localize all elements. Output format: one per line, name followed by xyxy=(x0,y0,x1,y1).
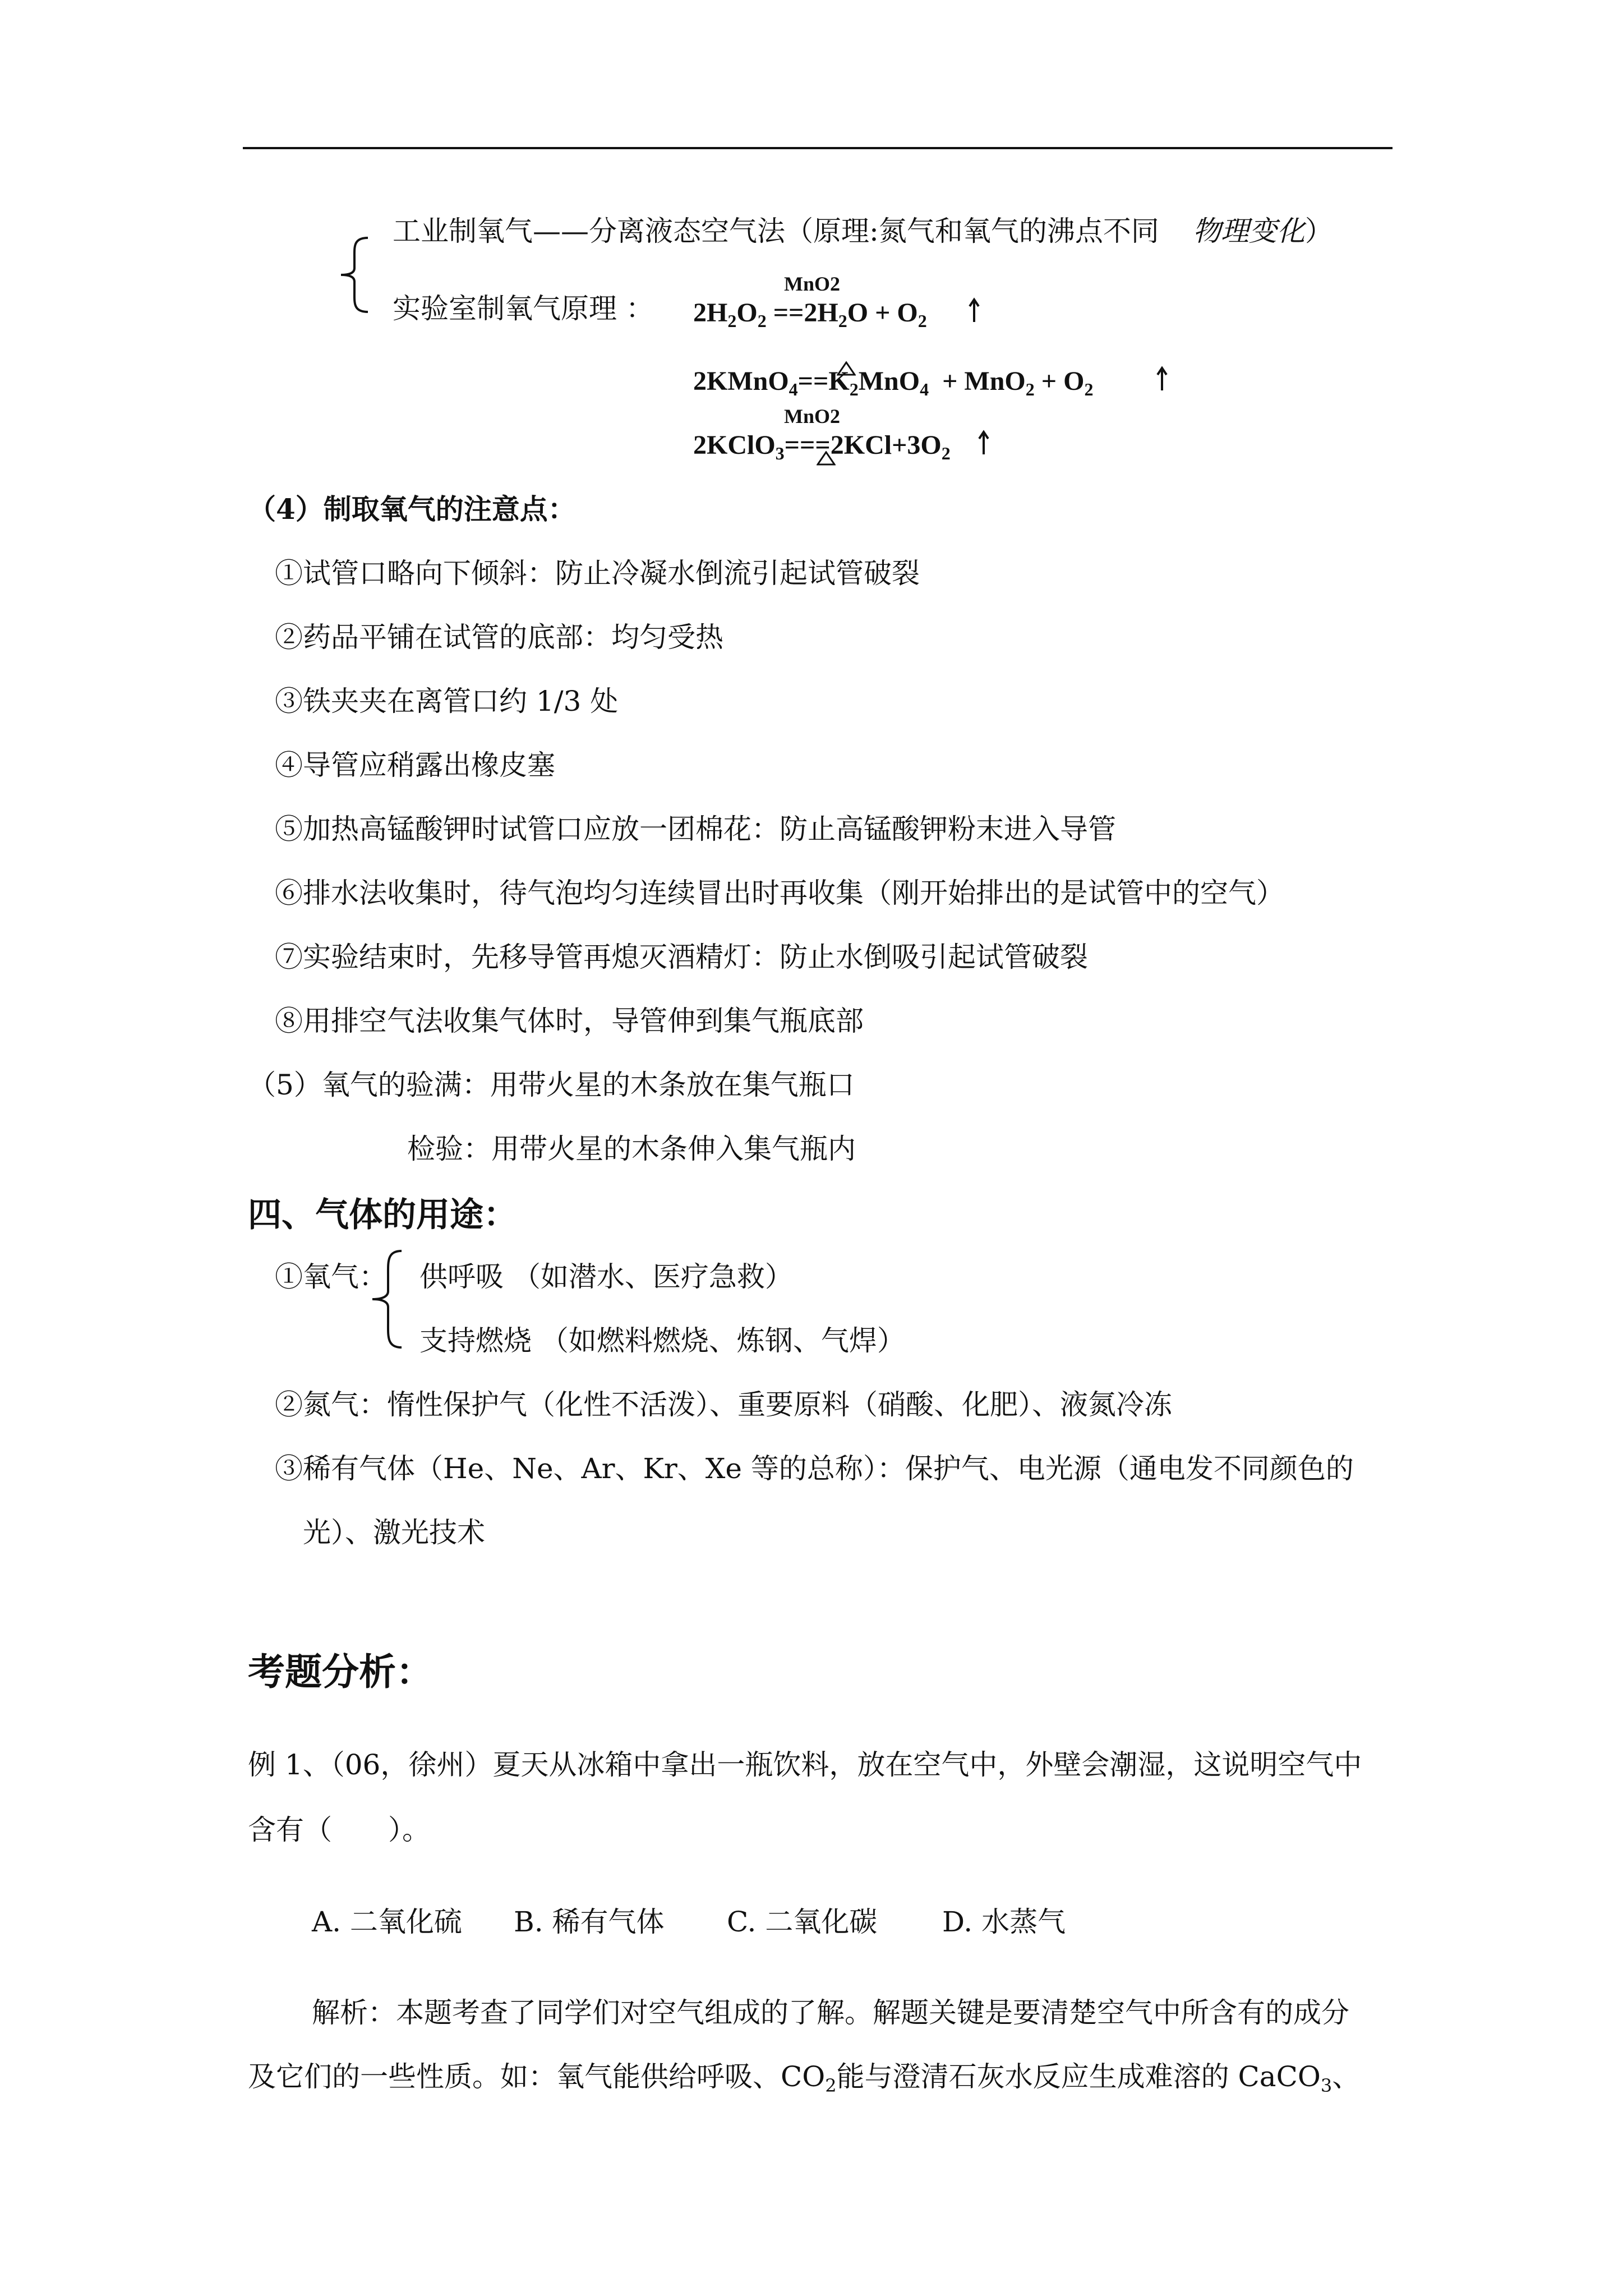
explanation-line-2: 及它们的一些性质。如：氧气能供给呼吸、$CO_2$能与澄清石灰水反应生成难溶的 CaCO$_3$、 xyxy=(248,2060,1361,2096)
uses-oxygen-item-1: 供呼吸 （如潜水、医疗急救） xyxy=(419,1260,793,1293)
heat-triangle-icon-2 xyxy=(817,451,836,466)
note-item-6: ⑥排水法收集时，待气泡均匀连续冒出时再收集（刚开始排出的是试管中的空气） xyxy=(275,877,1284,909)
oxygen-full-check: （5）氧气的验满：用带火星的木条放在集气瓶口 xyxy=(248,1069,855,1101)
eq3-catalyst: MnO2 xyxy=(784,405,841,427)
industrial-text: 工业制氧气——分离液态空气法（原理:氮气和氧气的沸点不同 xyxy=(393,215,1159,247)
header-rule xyxy=(243,147,1393,149)
uses-oxygen-label: ①氧气： xyxy=(275,1260,387,1293)
uses-brace xyxy=(370,1249,404,1350)
uses-nitrogen: ②氮气：惰性保护气（化性不活泼）、重要原料（硝酸、化肥）、液氮冷冻 xyxy=(275,1388,1172,1421)
note-item-3: ③铁夹夹在离管口约 1/3 处 xyxy=(275,685,619,717)
gas-arrow-1 xyxy=(967,297,981,323)
uses-rare-gas-line-1: ③稀有气体（He、Ne、Ar、Kr、Xe 等的总称）：保护气、电光源（通电发不同颜色的 xyxy=(275,1452,1354,1485)
note-item-8: ⑧用排空气法收集气体时，导管伸到集气瓶底部 xyxy=(275,1005,864,1037)
example-1-line-1: 例 1、（06，徐州）夏天从冰箱中拿出一瓶饮料，放在空气中，外壁会潮湿，这说明空气中 xyxy=(248,1749,1362,1781)
physical-change-label: 物理变化 xyxy=(1192,215,1305,247)
option-b: B. 稀有气体 xyxy=(514,1906,665,1938)
equation-kclo3: $2KClO_3===2KCl+3O_2$ xyxy=(693,430,951,463)
equation-kmno4: $2KMnO_4==K_2MnO_4 + MnO_2 + O_2$ xyxy=(693,366,1094,399)
uses-rare-gas-line-2: 光）、激光技术 xyxy=(303,1516,485,1549)
eq1-catalyst: MnO2 xyxy=(784,273,841,295)
option-c: C. 二氧化碳 xyxy=(727,1906,878,1938)
note-item-1: ①试管口略向下倾斜：防止冷凝水倒流引起试管破裂 xyxy=(275,557,920,590)
option-d: D. 水蒸气 xyxy=(942,1906,1066,1938)
note-item-2: ②药品平铺在试管的底部：均匀受热 xyxy=(275,621,723,654)
industrial-method xyxy=(393,213,1333,249)
note-item-5: ⑤加热高锰酸钾时试管口应放一团棉花：防止高锰酸钾粉末进入导管 xyxy=(275,813,1116,845)
equation-h2o2: $2H_2O_2 ==2H_2O + O_2$ xyxy=(693,298,927,331)
industrial-close: ） xyxy=(1304,215,1333,247)
note-item-7: ⑦实验结束时，先移导管再熄灭酒精灯：防止水倒吸引起试管破裂 xyxy=(275,941,1088,973)
uses-oxygen-item-2: 支持燃烧 （如燃料燃烧、炼钢、气焊） xyxy=(419,1324,905,1357)
gas-arrow-2 xyxy=(1155,366,1169,392)
oxygen-test: 检验：用带火星的木条伸入集气瓶内 xyxy=(407,1133,856,1165)
explanation-line-1: 解析：本题考查了同学们对空气组成的了解。解题关键是要清楚空气中所含有的成分 xyxy=(312,1996,1349,2029)
analysis-heading: 考题分析： xyxy=(248,1650,433,1694)
lab-principle-label: 实验室制氧气原理 ： xyxy=(393,292,654,325)
uses-heading: 四、气体的用途： xyxy=(248,1195,517,1235)
note-item-4: ④导管应稍露出橡皮塞 xyxy=(275,749,555,781)
gas-arrow-3 xyxy=(977,430,990,455)
notes-heading: （4）制取氧气的注意点： xyxy=(248,493,576,526)
example-1-line-2: 含有（ ）。 xyxy=(248,1814,430,1846)
option-a: A. 二氧化硫 xyxy=(312,1906,462,1938)
left-brace xyxy=(338,236,371,314)
